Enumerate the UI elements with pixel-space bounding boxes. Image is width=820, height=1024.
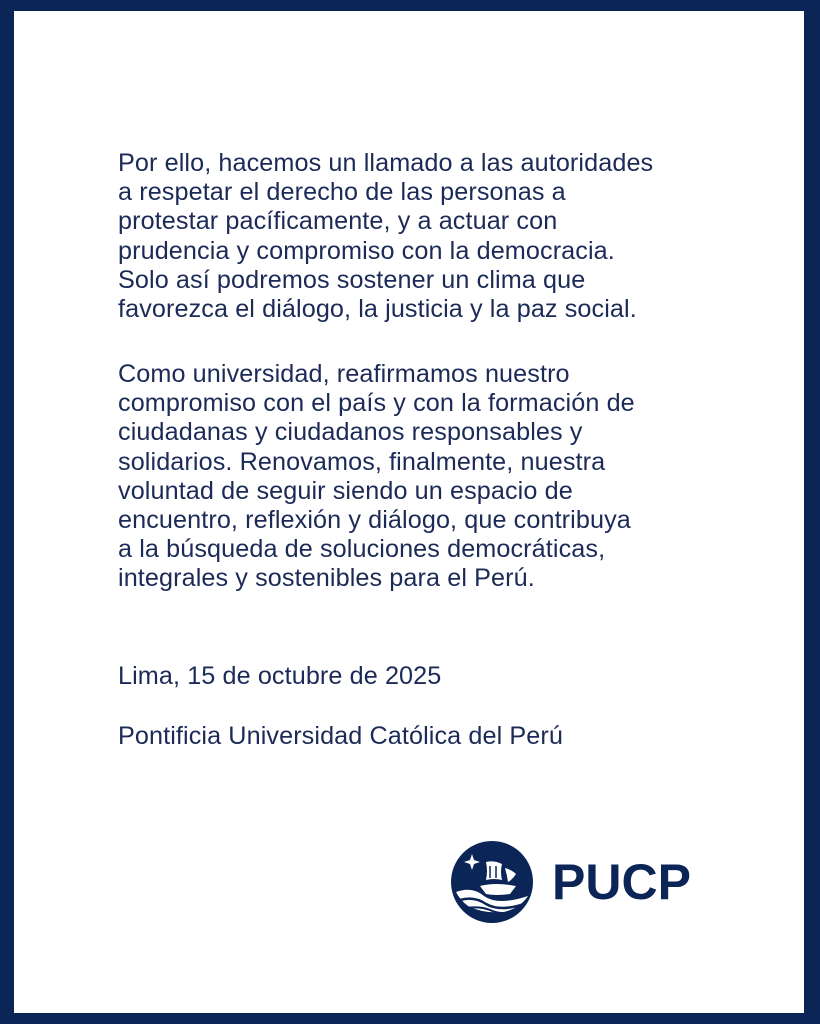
paragraph-call-to-authorities: Por ello, hacemos un llamado a las autoridades a respetar el derecho de las personas a protestar pacíficamente, y a actuar con prudencia y compromiso con la democracia. Solo así podremos sostener un clima que favorezca el diálogo, la justicia y la paz social. xyxy=(118,149,654,324)
paragraph-university-commitment: Como universidad, reafirmamos nuestro compromiso con el país y con la formación de ciudadanas y ciudadanos responsables y solidarios. Renovamos, finalmente, nuestra voluntad de seguir siendo un espacio de encuentro, reflexión y diálogo, que contribuya a la búsqueda de soluciones democráticas, integrales y sostenibles para el Perú. xyxy=(118,360,635,593)
ship-icon xyxy=(450,840,534,924)
date-line: Lima, 15 de octubre de 2025 xyxy=(118,662,442,690)
pucp-logo xyxy=(450,840,720,924)
pucp-wordmark: PUCP xyxy=(552,854,691,910)
signature-line: Pontificia Universidad Católica del Perú xyxy=(118,722,564,750)
